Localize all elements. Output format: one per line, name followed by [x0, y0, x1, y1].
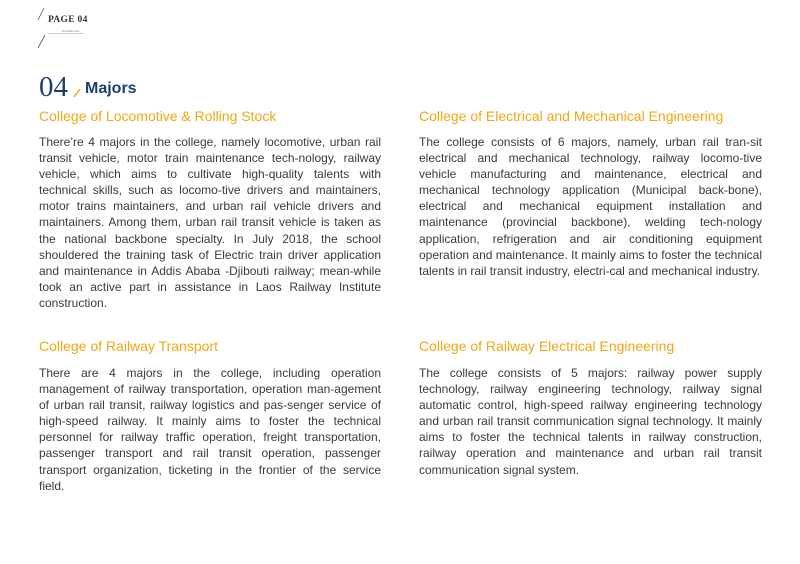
college-title-locomotive: College of Locomotive & Rolling Stock [39, 108, 277, 124]
page-sub-label: Introduction [62, 29, 80, 33]
college-body-railway-electrical: The college consists of 5 majors: railway power supply technology, railway engineering technology, railway signal automatic control, high-speed railway engineering technology and urban rail transit communication signal technology. It mainly aims to foster the technical talents in railway construction, railway operation and maintenance and urban rail transit communication signal system. [419, 366, 762, 477]
section-number: 04 [39, 71, 68, 103]
slash-icon [73, 88, 81, 98]
page-label: PAGE 04 [48, 15, 88, 25]
college-title-railway-transport: College of Railway Transport [39, 338, 218, 354]
college-title-railway-electrical: College of Railway Electrical Engineering [419, 338, 675, 354]
college-body-railway-transport: There are 4 majors in the college, including operation management of railway transportation, operation man-agement of urban rail transit, railway logistics and pas-senger service of high-speed railway. It mainly aims to foster the technical personnel for railway traffic operation, freight transportation, passenger transport and rail transit operation, passenger transport organization, ticketing in the frontier of the service field. [39, 366, 381, 493]
section-heading [39, 70, 137, 102]
section-title: Majors [85, 80, 137, 97]
college-body-electrical-mechanical: The college consists of 6 majors, namely, urban rail tran-sit electrical and mechanical technology, railway locomo-tive vehicle manufacturing and maintenance, electrical and mechanical technology application (Municipal back-bone), electrical and mechanical equipment installation and maintenance (provincial backbone), welding tech-nology application, refrigeration and air conditioning equipment operation and maintenance. It mainly aims to foster the technical talents in rail transit industry, electri-cal and mechanical industry. [419, 135, 762, 278]
college-title-electrical-mechanical: College of Electrical and Mechanical Engineering [419, 108, 724, 124]
college-body-locomotive: There’re 4 majors in the college, namely locomotive, urban rail transit vehicle, motor train maintenance tech-nology, railway vehicle, which aims to cultivate high-quality talents with technical skills, such as locomo-tive drivers and maintainers, motor trains maintainers, and urban rail vehicle drivers and maintainers. Among them, urban rail transit vehicle is taken as the national backbone specialty. In July 2018, the school shouldered the training task of Electric train driver application and maintenance in Addis Ababa -Djibouti railway; mean-while took an active part in assistance in Laos Railway Institute construction. [39, 135, 381, 310]
